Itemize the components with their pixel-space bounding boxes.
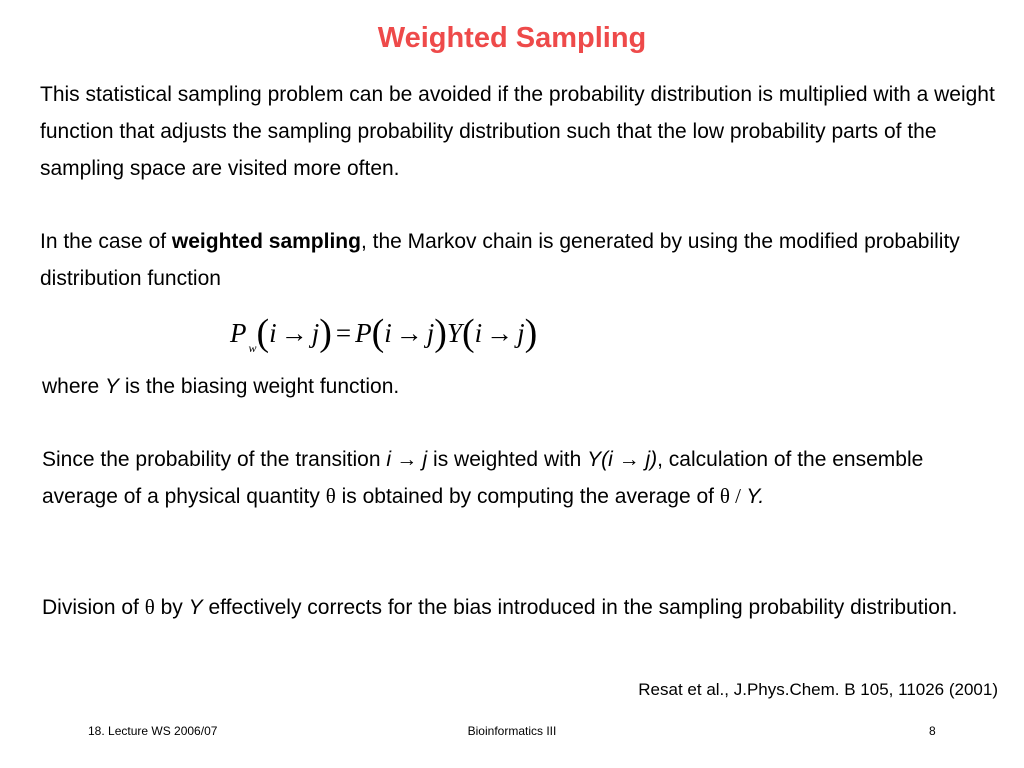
footer-lecture: 18. Lecture WS 2006/07 <box>88 724 218 738</box>
para3-italic-Y: Y <box>105 375 120 398</box>
para4-Y: Y. <box>746 485 765 508</box>
formula-rparen-3: ) <box>524 312 538 354</box>
para5-part2: by <box>154 596 189 619</box>
para4-part4: is obtained by computing the average of <box>335 485 720 508</box>
para2-bold-term: weighted sampling <box>171 230 361 253</box>
formula-subscript-w: w <box>248 341 257 355</box>
para2-suffix: , the Markov chain is generated by using the modified probability distribution function <box>40 230 960 290</box>
para4-arrow: → <box>391 447 423 471</box>
para3-suffix: is the biasing weight function. <box>119 375 400 398</box>
formula-i-2: i <box>384 318 392 348</box>
footer-course: Bioinformatics III <box>467 724 557 738</box>
formula-rparen-1: ) <box>319 312 332 354</box>
para4-part1: Since the probability of the transition <box>42 448 387 471</box>
para5-Y: Y <box>188 596 203 619</box>
formula-Y: Y <box>446 318 462 348</box>
formula-i-1: i <box>269 318 277 348</box>
formula <box>230 308 537 358</box>
citation: Resat et al., J.Phys.Chem. B 105, 11026 (2001) <box>638 680 998 699</box>
para4-part2: is weighted with <box>427 448 588 471</box>
para4-j: j <box>422 448 428 471</box>
formula-equals: = <box>335 318 352 348</box>
formula-arrow-3: → <box>486 318 514 348</box>
formula-rparen-2: ) <box>434 312 447 354</box>
para5-theta: θ <box>144 595 155 619</box>
paragraph-weighted-sampling <box>40 223 1000 297</box>
formula-j-1: j <box>311 318 320 348</box>
slide-title: Weighted Sampling <box>377 22 647 54</box>
formula-i-3: i <box>474 318 483 348</box>
formula-j-3: j <box>517 318 525 348</box>
para5-part1: Division of <box>42 596 145 619</box>
formula-lparen-3: ( <box>461 312 475 354</box>
para4-theta: θ <box>325 484 336 508</box>
para4-weight-expr: Y(i → j) <box>587 448 658 471</box>
formula-lparen-2: ( <box>371 312 385 354</box>
formula-P: P <box>230 318 247 348</box>
footer-page-number: 8 <box>929 724 936 738</box>
para4-part3: , calculation of the ensemble average of a physical quantity <box>42 448 924 508</box>
para4-slash: / <box>729 484 747 508</box>
para5-part3: effectively corrects for the bias introduced in the sampling probability distribution. <box>202 596 958 619</box>
formula-P-2: P <box>355 318 372 348</box>
formula-arrow-1: → <box>280 318 308 348</box>
para4-theta-2: θ <box>719 484 730 508</box>
formula-j-2: j <box>426 318 435 348</box>
formula-lparen-1: ( <box>256 312 270 354</box>
para4-i: i <box>386 448 392 471</box>
paragraph-division <box>42 589 1002 626</box>
para3-prefix: where <box>42 375 106 398</box>
formula-arrow-2: → <box>395 318 423 348</box>
paragraph-transition <box>42 441 1002 515</box>
paragraph-intro: This statistical sampling problem can be avoided if the probability distribution is multiplied with a weight function that adjusts the sampling probability distribution such that the low probability parts of the sampling space are visited more often. <box>40 83 995 180</box>
para2-prefix: In the case of <box>40 230 172 253</box>
paragraph-where-y <box>42 368 1002 405</box>
